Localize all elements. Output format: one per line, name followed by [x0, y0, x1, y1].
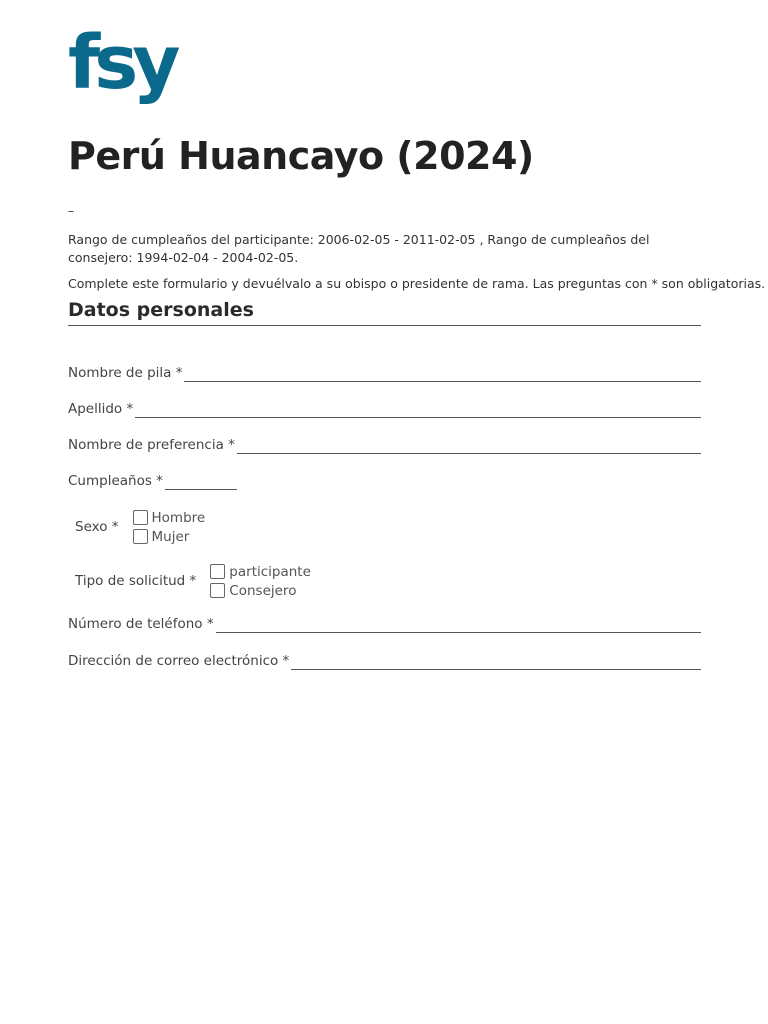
last-name-input-line[interactable] — [135, 401, 701, 418]
sex-label: Sexo * — [75, 519, 119, 535]
participant-checkbox[interactable] — [210, 564, 225, 579]
preferred-name-label: Nombre de preferencia * — [68, 437, 235, 453]
preferred-name-field — [68, 436, 701, 454]
dash-mark: – — [68, 204, 74, 218]
request-type-option-counselor[interactable] — [210, 581, 311, 600]
request-type-label: Tipo de solicitud * — [75, 573, 197, 589]
preferred-name-input-line[interactable] — [237, 437, 701, 454]
email-input-line[interactable] — [291, 653, 701, 670]
email-label: Dirección de correo electrónico * — [68, 653, 290, 669]
male-option-label: Hombre — [151, 509, 206, 526]
male-checkbox[interactable] — [133, 510, 148, 525]
participant-option-label: participante — [229, 563, 311, 580]
female-option-label: Mujer — [151, 528, 190, 545]
phone-input-line[interactable] — [216, 616, 701, 633]
birthday-input-line[interactable] — [165, 473, 237, 490]
fsy-logo: fsy — [68, 20, 175, 106]
sex-options — [133, 508, 206, 546]
first-name-field — [68, 364, 701, 382]
request-type-option-participant[interactable] — [210, 562, 311, 581]
counselor-checkbox[interactable] — [210, 583, 225, 598]
form-instructions: Complete este formulario y devuélvalo a su obispo o presidente de rama. Las preguntas con * son obligatorias. — [68, 276, 766, 291]
counselor-option-label: Consejero — [229, 582, 297, 599]
phone-field — [68, 615, 701, 633]
female-checkbox[interactable] — [133, 529, 148, 544]
sex-option-female[interactable] — [133, 527, 206, 546]
last-name-label: Apellido * — [68, 401, 134, 417]
birthday-range-info: Rango de cumpleaños del participante: 2006-02-05 - 2011-02-05 , Rango de cumpleaños del consejero: 1994-02-04 - 2004-02-05. — [68, 232, 650, 265]
birthday-label: Cumpleaños * — [68, 473, 163, 489]
last-name-field — [68, 400, 701, 418]
sex-field — [75, 508, 205, 546]
email-field — [68, 652, 701, 670]
request-type-field — [75, 562, 311, 600]
sex-option-male[interactable] — [133, 508, 206, 527]
birthday-field — [68, 472, 701, 490]
first-name-label: Nombre de pila * — [68, 365, 183, 381]
page-title: Perú Huancayo (2024) — [68, 134, 534, 178]
first-name-input-line[interactable] — [184, 365, 701, 382]
request-type-options — [210, 562, 311, 600]
phone-label: Número de teléfono * — [68, 616, 214, 632]
section-title-personal-data: Datos personales — [68, 297, 701, 326]
